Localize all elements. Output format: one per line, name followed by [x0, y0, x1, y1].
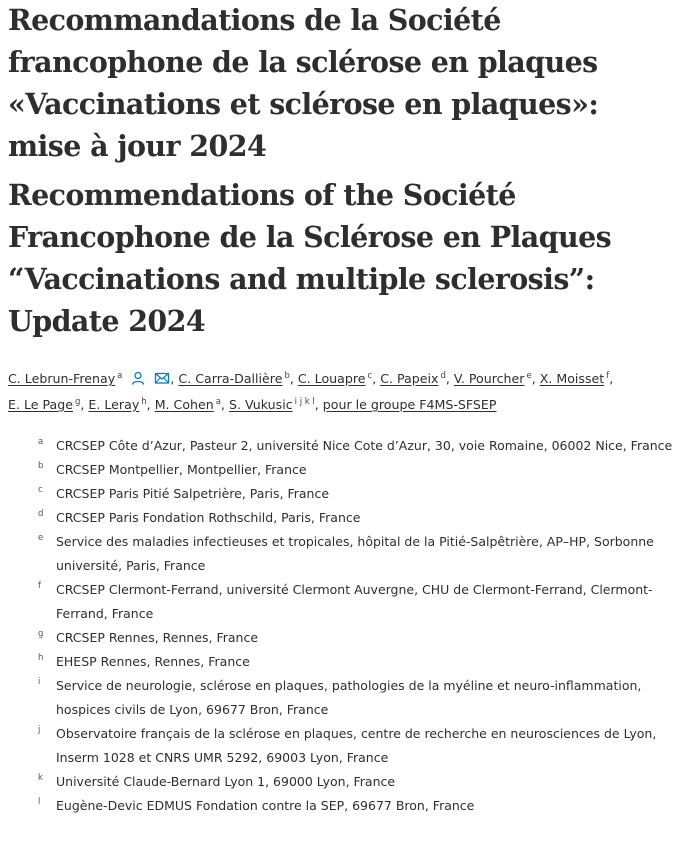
author-affiliation-ref: a — [117, 371, 123, 381]
author-link[interactable]: V. Pourcher — [453, 371, 525, 386]
affiliation-label: g — [38, 629, 44, 639]
affiliation-text: CRCSEP Clermont-Ferrand, université Clermont Auvergne, CHU de Clermont-Ferrand, Clermont-Ferrand, France — [56, 582, 653, 621]
affiliation-text: Service de neurologie, sclérose en plaques, pathologies de la myéline et neuro-inflammation, hospices civils de Lyon, 69677 Bron, France — [56, 678, 642, 717]
affiliation-label: a — [38, 437, 44, 447]
affiliation-text: CRCSEP Montpellier, Montpellier, France — [56, 462, 307, 477]
author-affiliation-ref: i j k l — [294, 397, 315, 407]
author-affiliation-ref: d — [440, 371, 446, 381]
author-link[interactable]: M. Cohen — [154, 397, 214, 412]
article-title-english: Recommendations of the Société Francophone de la Sclérose en Plaques “Vaccinations and multiple sclerosis”: Update 2024 — [8, 178, 612, 338]
affiliation-label: i — [38, 677, 41, 687]
affiliation-text: CRCSEP Côte d’Azur, Pasteur 2, université Nice Cote d’Azur, 30, voie Romaine, 06002 Nice, France — [56, 438, 673, 453]
author-link[interactable]: C. Carra-Dallière — [178, 371, 283, 386]
author-link[interactable]: X. Moisset — [539, 371, 605, 386]
affiliation-item — [38, 578, 678, 626]
affiliation-text: Observatoire français de la sclérose en plaques, centre de recherche en neurosciences de Lyon, Inserm 1028 et CNRS UMR 5292, 69003 Lyon, France — [56, 726, 657, 765]
author-link[interactable]: E. Le Page — [8, 397, 73, 412]
affiliation-text: Université Claude-Bernard Lyon 1, 69000 Lyon, France — [56, 774, 396, 789]
affiliation-text: CRCSEP Rennes, Rennes, France — [56, 630, 259, 645]
affiliation-label: c — [38, 485, 43, 495]
affiliation-text: Eugène-Devic EDMUS Fondation contre la SEP, 69677 Bron, France — [56, 798, 475, 813]
affiliation-item — [38, 770, 678, 794]
affiliation-item — [38, 458, 678, 482]
author-affiliation-ref: g — [75, 397, 81, 407]
affiliation-label: b — [38, 461, 44, 471]
author-list — [8, 363, 676, 415]
affiliation-label: l — [38, 797, 41, 807]
affiliation-text: Service des maladies infectieuses et tropicales, hôpital de la Pitié-Salpêtrière, AP–HP, Sorbonne université, Paris, France — [56, 534, 654, 573]
person-icon[interactable] — [130, 371, 146, 385]
group-link[interactable]: pour le groupe F4MS-SFSEP — [322, 397, 497, 412]
affiliation-item — [38, 722, 678, 770]
author-affiliation-ref: h — [141, 397, 147, 407]
affiliation-item — [38, 530, 678, 578]
affiliation-text: EHESP Rennes, Rennes, France — [56, 654, 250, 669]
affiliation-text: CRCSEP Paris Fondation Rothschild, Paris, France — [56, 510, 361, 525]
author-link[interactable]: S. Vukusic — [229, 397, 293, 412]
affiliation-label: h — [38, 653, 44, 663]
author-affiliation-ref: b — [284, 371, 290, 381]
author-affiliation-ref: a — [215, 397, 221, 407]
author-line-2: E. Le Page $^g$, E. Leray $^h$, M. Cohen $^a$, S. Vukusic $^{i j k l}$, pour le groupe F4MS-SFSEP — [8, 397, 497, 412]
affiliation-label: f — [38, 581, 41, 591]
affiliation-label: k — [38, 773, 43, 783]
affiliation-label: d — [38, 509, 44, 519]
author-link[interactable]: C. Papeix — [380, 371, 439, 386]
affiliation-list — [38, 434, 678, 818]
affiliation-text: CRCSEP Paris Pitié Salpetrière, Paris, France — [56, 486, 330, 501]
envelope-icon[interactable] — [154, 371, 170, 385]
affiliation-item — [38, 506, 678, 530]
affiliation-item — [38, 794, 678, 818]
affiliation-item — [38, 626, 678, 650]
author-affiliation-ref: c — [367, 371, 373, 381]
affiliation-item — [38, 650, 678, 674]
affiliation-item — [38, 434, 678, 458]
author-link[interactable]: C. Lebrun-Frenay — [8, 371, 116, 386]
author-affiliation-ref: e — [526, 371, 532, 381]
article-title-french: Recommandations de la Société francophone de la sclérose en plaques «Vaccinations et sclérose en plaques»: mise à jour 2024 — [8, 3, 599, 163]
author-link[interactable]: E. Leray — [88, 397, 140, 412]
affiliation-item — [38, 674, 678, 722]
author-link[interactable]: C. Louapre — [297, 371, 366, 386]
affiliation-item — [38, 482, 678, 506]
author-affiliation-ref: f — [606, 371, 610, 381]
affiliation-label: j — [38, 725, 41, 735]
affiliation-label: e — [38, 533, 44, 543]
author-line-1: C. Lebrun-Frenay $^a$ , C. Carra-Dallière $^b$, C. Louapre $^c$, C. Papeix $^d$, V. Pourcher $^e$, X. Moisset $^f$, — [8, 371, 614, 386]
